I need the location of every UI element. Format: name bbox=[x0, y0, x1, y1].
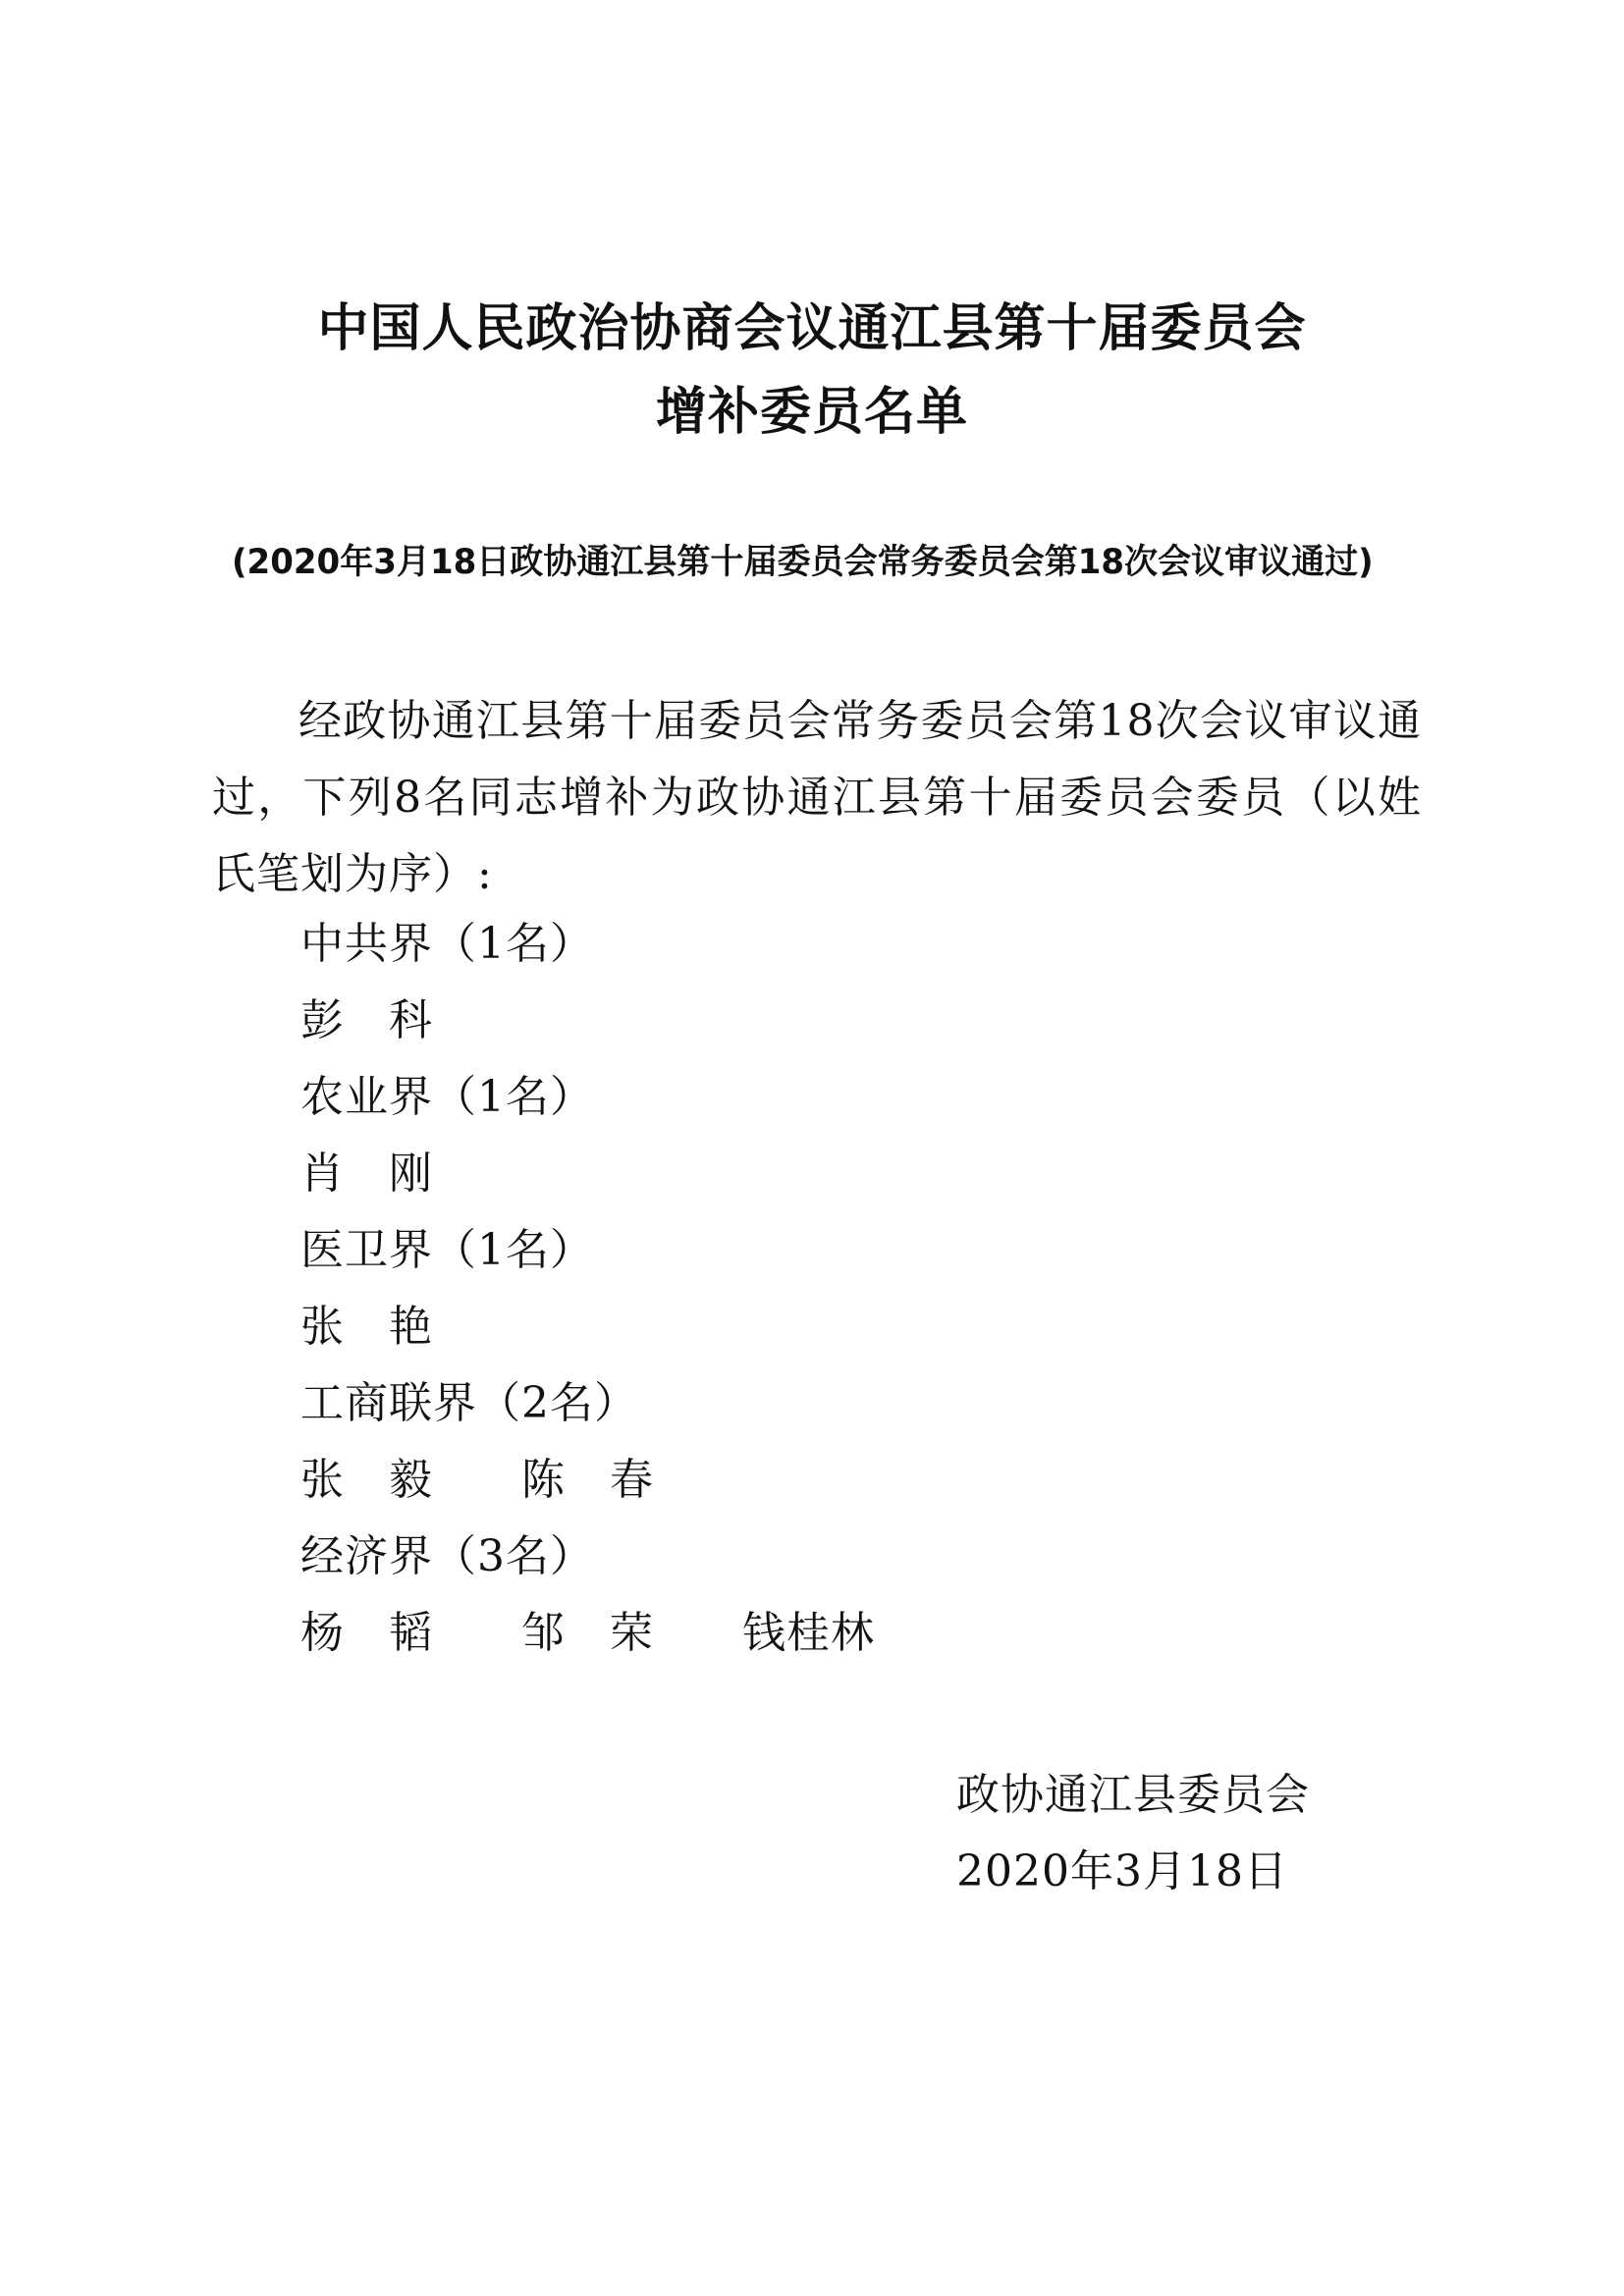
approval-note: (2020年3月18日政协通江县第十届委员会常务委员会第18次会议审议通过) bbox=[232, 543, 1374, 582]
member-names-economy: 杨 韬 邹 荣 钱桂林 bbox=[300, 1608, 875, 1658]
signature-date: 2020年3月18日 bbox=[956, 1846, 1288, 1896]
member-names-commerce: 张 毅 陈 春 bbox=[300, 1455, 654, 1505]
group-heading-commerce: 工商联界（2名） bbox=[300, 1378, 638, 1428]
group-heading-medical: 医卫界（1名） bbox=[300, 1225, 594, 1275]
group-heading-economy: 经济界（3名） bbox=[300, 1531, 594, 1581]
document-title-line-1: 中国人民政治协商会议通江县第十届委员会 bbox=[317, 299, 1307, 358]
member-names-cpc: 彭 科 bbox=[300, 995, 433, 1045]
signature-organization: 政协通江县委员会 bbox=[956, 1770, 1310, 1820]
intro-paragraph: 经政协通江县第十届委员会常务委员会第18次会议审议通过，下列8名同志增补为政协通江县第十届委员会委员（以姓氏笔划为序）: bbox=[212, 696, 1422, 899]
group-heading-cpc: 中共界（1名） bbox=[300, 919, 594, 969]
member-names-medical: 张 艳 bbox=[300, 1302, 433, 1352]
member-names-agriculture: 肖 刚 bbox=[300, 1148, 433, 1199]
group-heading-agriculture: 农业界（1名） bbox=[300, 1072, 594, 1122]
document-title-line-2: 增补委员名单 bbox=[655, 383, 968, 442]
